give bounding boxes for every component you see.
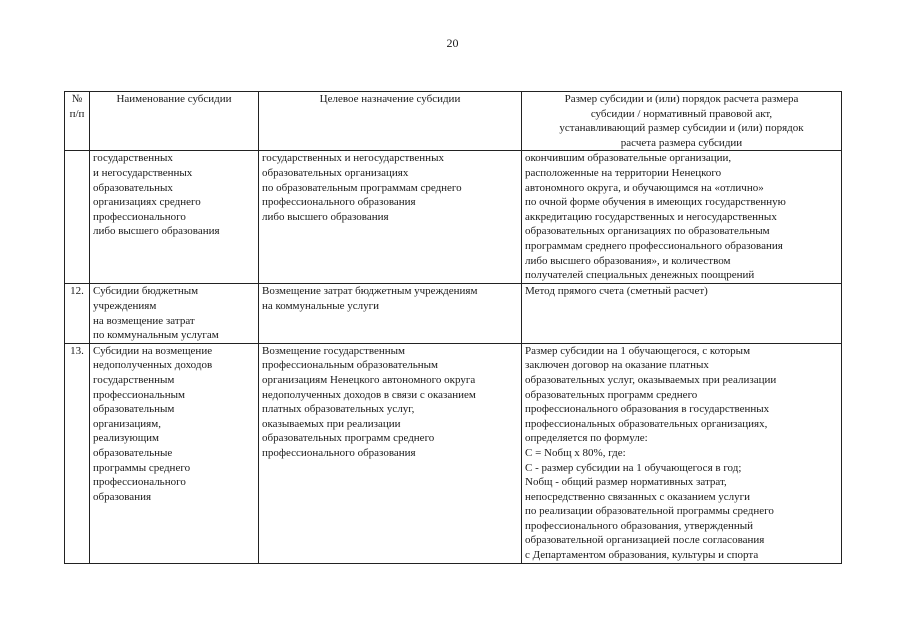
text-line: на коммунальные услуги [262,299,380,312]
text-line: аккредитацию государственных и негосударственных [525,210,777,223]
row-subsidy-name [90,151,259,284]
text-line: и негосударственных [93,166,193,179]
text-line: на возмещение затрат [93,314,195,327]
text-line: получателей специальных денежных поощрений [525,269,755,282]
table-row [65,343,842,563]
text-line: образования [93,490,152,503]
text-line: по очной форме обучения в имеющих государственную [525,196,786,209]
text-line: программам среднего профессионального образования [525,239,783,252]
text-line: организациях среднего [93,196,201,209]
header-subsidy-purpose: Целевое назначение субсидии [259,92,522,151]
text-line: государственных и негосударственных [262,152,444,165]
header-calc-line: Размер субсидии и (или) порядок расчета размера [564,93,799,105]
header-number-line: № [71,93,83,105]
text-line: Возмещение государственным [262,344,405,357]
text-line: либо высшего образования», и количеством [525,254,731,267]
header-calc-line: субсидии / нормативный правовой акт, [590,107,773,120]
row-number: 13. [65,343,90,563]
header-calc-line: устанавливающий размер субсидии и (или) порядок [559,122,804,135]
text-line: образовательных программ среднего [262,432,435,445]
text-line: образовательных программ среднего [525,388,698,401]
header-number-line: п/п [69,107,85,120]
text-line: Возмещение затрат бюджетным учреждениям [262,285,478,298]
text-line: Субсидии на возмещение [93,344,213,357]
text-line: С - размер субсидии на 1 обучающегося в год; [525,461,742,474]
text-line: государственных [93,152,173,165]
text-line: платных образовательных услуг, [262,403,415,416]
text-line: реализующим [93,432,160,445]
row-subsidy-calculation [522,284,842,343]
subsidy-table [64,91,842,564]
text-line: определяется по формуле: [525,432,648,445]
text-line: окончившим образовательные организации, [525,152,732,165]
row-subsidy-purpose [259,151,522,284]
text-line: профессионального образования [262,196,416,209]
text-line: Размер субсидии на 1 обучающегося, с которым [525,344,751,357]
row-subsidy-name [90,284,259,343]
row-subsidy-purpose [259,343,522,563]
text-line: профессионального [93,210,186,223]
table-header-row [65,92,842,151]
header-subsidy-name: Наименование субсидии [90,92,259,151]
text-line: учреждениям [93,299,157,312]
header-subsidy-calculation [522,92,842,151]
text-line: профессиональным [93,388,185,401]
table-row [65,284,842,343]
text-line: Метод прямого счета (сметный расчет) [525,285,708,298]
text-line: недополученных доходов [93,359,213,372]
text-line: образовательной организацией после согласования [525,534,765,547]
text-line: расположенные на территории Ненецкого [525,166,722,179]
text-line: образовательных услуг, оказываемых при реализации [525,373,777,386]
text-line: Субсидии бюджетным [93,285,199,298]
text-line: программы среднего [93,461,191,474]
text-line: по образовательным программам среднего [262,181,462,194]
text-line: организациям Ненецкого автономного округа [262,373,476,386]
row-number: 12. [65,284,90,343]
table-row [65,151,842,284]
text-line: непосредственно связанных с оказанием услуги [525,490,751,503]
text-line: профессионального образования, утвержденный [525,519,754,532]
text-line: недополученных доходов в связи с оказанием [262,388,476,401]
text-line: образовательных организациях по образовательным [525,225,770,238]
text-line: Nобщ - общий размер нормативных затрат, [525,476,727,489]
text-line: профессионального [93,476,186,489]
text-line: образовательных организациях [262,166,409,179]
text-line: автономного округа, и обучающимся на «отлично» [525,181,764,194]
formula-line: С = Nобщ х 80%, где: [525,446,626,459]
row-number [65,151,90,284]
text-line: либо высшего образования [93,225,220,238]
text-line: по коммунальным услугам [93,329,219,342]
page-number: 20 [446,36,459,50]
row-subsidy-purpose [259,284,522,343]
text-line: по реализации образовательной программы среднего [525,505,774,518]
row-subsidy-calculation [522,151,842,284]
text-line: заключен договор на оказание платных [525,359,709,372]
text-line: с Департаментом образования, культуры и спорта [525,549,759,562]
text-line: образовательные [93,446,173,459]
text-line: профессиональным образовательным [262,359,439,372]
text-line: образовательным [93,403,175,416]
text-line: организациям, [93,417,161,430]
text-line: образовательных [93,181,173,194]
text-line: либо высшего образования [262,210,389,223]
text-line: профессиональных образовательных организациях, [525,417,768,430]
row-subsidy-name [90,343,259,563]
header-number [65,92,90,151]
header-calc-line: расчета размера субсидии [620,136,743,149]
text-line: оказываемых при реализации [262,417,401,430]
text-line: профессионального образования в государственных [525,403,770,416]
text-line: государственным [93,373,175,386]
text-line: профессионального образования [262,446,416,459]
row-subsidy-calculation [522,343,842,563]
